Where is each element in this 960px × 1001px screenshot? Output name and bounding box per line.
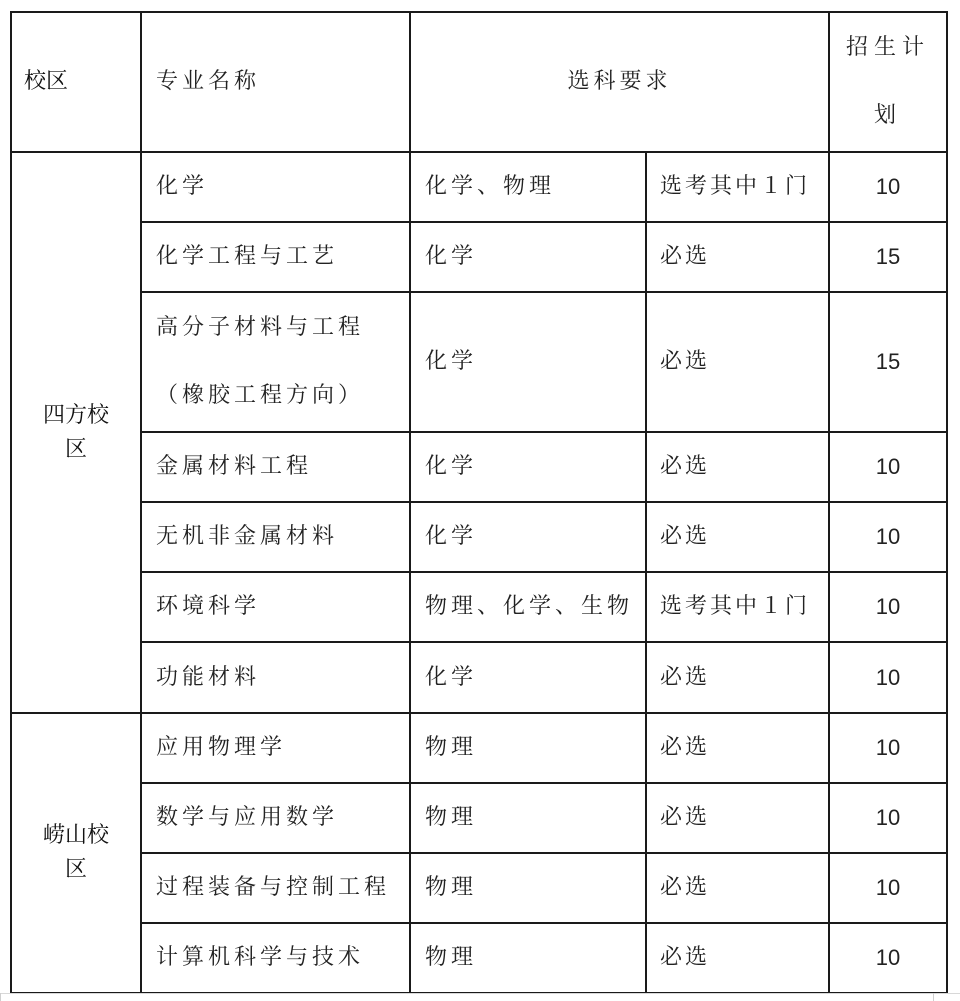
subjects-cell: 化学 — [410, 432, 646, 502]
major-line1: 高分子材料与工程 — [156, 315, 365, 340]
requirement-cell: 必选 — [646, 502, 829, 572]
campus-cell-laoshan — [11, 713, 141, 993]
count-cell: 10 — [829, 502, 947, 572]
subjects-cell: 化学 — [410, 502, 646, 572]
requirement-cell: 必选 — [646, 222, 829, 292]
subjects-cell: 化学 — [410, 292, 646, 432]
page-corner-mark-left — [0, 993, 1, 1001]
campus-line2: 区 — [64, 857, 87, 882]
table-row — [11, 783, 947, 853]
page-corner-mark-right — [933, 993, 934, 1001]
table-header-row — [11, 12, 947, 152]
header-count-line1: 招生计 — [845, 35, 930, 60]
count-cell: 15 — [829, 292, 947, 432]
major-cell: 计算机科学与技术 — [141, 923, 410, 993]
count-cell: 10 — [829, 853, 947, 923]
requirement-cell: 必选 — [646, 292, 829, 432]
table-row — [11, 292, 947, 432]
header-requirement: 选科要求 — [410, 12, 829, 152]
table-row — [11, 853, 947, 923]
table-row — [11, 222, 947, 292]
major-cell: 应用物理学 — [141, 713, 410, 783]
requirement-cell: 必选 — [646, 923, 829, 993]
subjects-cell: 化学、物理 — [410, 152, 646, 222]
major-cell: 金属材料工程 — [141, 432, 410, 502]
header-campus: 校区 — [11, 12, 141, 152]
campus-cell-sifang — [11, 152, 141, 713]
requirement-cell: 必选 — [646, 713, 829, 783]
table-row — [11, 642, 947, 713]
table-row — [11, 713, 947, 783]
subjects-cell: 物理、化学、生物 — [410, 572, 646, 642]
major-cell: 化学工程与工艺 — [141, 222, 410, 292]
count-cell: 10 — [829, 642, 947, 713]
subjects-cell: 物理 — [410, 713, 646, 783]
table-row — [11, 432, 947, 502]
major-cell: 功能材料 — [141, 642, 410, 713]
campus-line1: 崂山校 — [42, 823, 109, 848]
count-cell: 10 — [829, 572, 947, 642]
count-cell: 10 — [829, 152, 947, 222]
subjects-cell: 化学 — [410, 222, 646, 292]
major-cell — [141, 292, 410, 432]
subjects-cell: 物理 — [410, 783, 646, 853]
table-row — [11, 923, 947, 993]
major-cell: 过程装备与控制工程 — [141, 853, 410, 923]
table-row — [11, 572, 947, 642]
major-cell: 环境科学 — [141, 572, 410, 642]
table-row — [11, 152, 947, 222]
header-count — [829, 12, 947, 152]
count-cell: 10 — [829, 713, 947, 783]
count-cell: 15 — [829, 222, 947, 292]
major-cell: 化学 — [141, 152, 410, 222]
campus-line2: 区 — [64, 436, 87, 462]
requirement-cell: 选考其中１门 — [646, 152, 829, 222]
requirement-cell: 选考其中１门 — [646, 572, 829, 642]
requirement-cell: 必选 — [646, 642, 829, 713]
campus-line1: 四方校 — [42, 402, 109, 428]
requirement-cell: 必选 — [646, 853, 829, 923]
count-cell: 10 — [829, 923, 947, 993]
enrollment-plan-table — [10, 11, 948, 994]
major-line2: （橡胶工程方向） — [156, 383, 365, 408]
table-row — [11, 502, 947, 572]
header-count-line2: 划 — [873, 103, 902, 128]
major-cell: 无机非金属材料 — [141, 502, 410, 572]
subjects-cell: 物理 — [410, 923, 646, 993]
count-cell: 10 — [829, 783, 947, 853]
count-cell: 10 — [829, 432, 947, 502]
requirement-cell: 必选 — [646, 783, 829, 853]
header-major: 专业名称 — [141, 12, 410, 152]
subjects-cell: 物理 — [410, 853, 646, 923]
subjects-cell: 化学 — [410, 642, 646, 713]
requirement-cell: 必选 — [646, 432, 829, 502]
page-bottom-rule — [0, 993, 960, 994]
major-cell: 数学与应用数学 — [141, 783, 410, 853]
